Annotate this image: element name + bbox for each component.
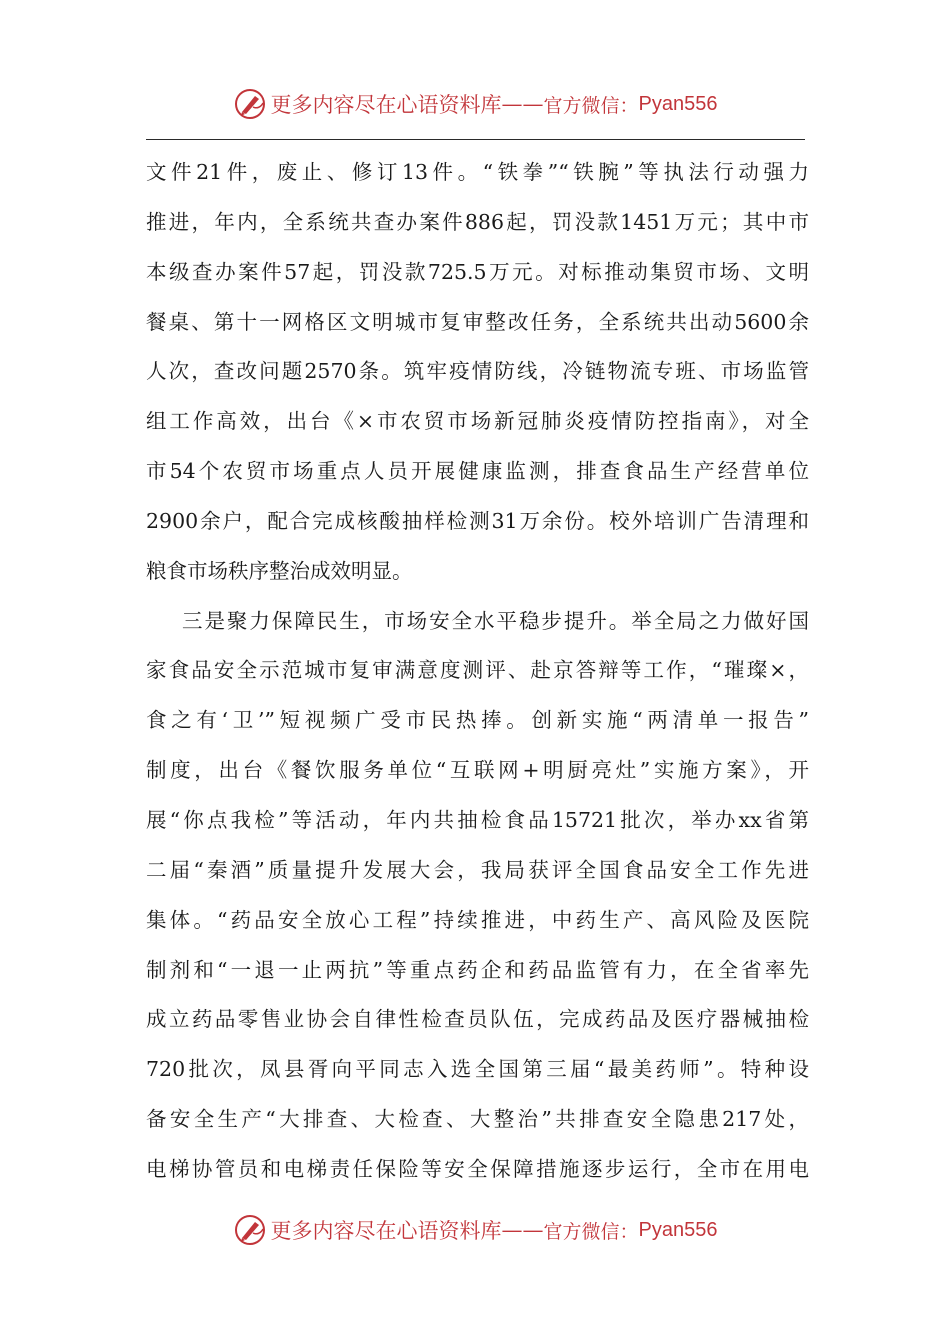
text-line: 组工作高效，出台《×市农贸市场新冠肺炎疫情防控指南》，对全 [146, 409, 809, 434]
pen-logo-icon [233, 1213, 267, 1247]
text-line: 餐桌、第十一网格区文明城市复审整改任务，全系统共出动5600余 [146, 309, 809, 334]
pen-logo-icon [233, 87, 267, 121]
text-line: 推进，年内，全系统共查办案件886起，罚没款1451万元；其中市 [146, 209, 809, 234]
text-line: 食之有‘卫’”短视频广受市民热捧。创新实施“两清单一报告” [146, 708, 809, 733]
header-divider [146, 139, 805, 140]
banner-wechat-id: Pyan556 [638, 1218, 718, 1241]
text-line: 二届“秦酒”质量提升发展大会，我局获评全国食品安全工作先进 [146, 857, 809, 882]
text-line: 集体。“药品安全放心工程”持续推进，中药生产、高风险及医院 [146, 907, 809, 932]
text-line: 制度，出台《餐饮服务单位“互联网+明厨亮灶”实施方案》，开 [146, 758, 809, 783]
banner-separator: —— [501, 92, 544, 116]
text-line: 电梯协管员和电梯责任保险等安全保障措施逐步运行，全市在用电 [146, 1156, 809, 1181]
text-line: 粮食市场秩序整治成效明显。 [146, 558, 413, 583]
text-line: 2900余户，配合完成核酸抽样检测31万余份。校外培训广告清理和 [146, 508, 809, 533]
banner-separator: —— [501, 1218, 544, 1242]
banner-text: 更多内容尽在心语资料库 [270, 93, 502, 117]
text-line: 市54个农贸市场重点人员开展健康监测，排查食品生产经营单位 [146, 459, 809, 484]
text-line: 成立药品零售业协会自律性检查员队伍，完成药品及医疗器械抽检 [146, 1007, 809, 1032]
text-line: 720批次，凤县胥向平同志入选全国第三届“最美药师”。特种设 [146, 1057, 809, 1082]
text-line: 文件21件，废止、修订13件。“铁拳”“铁腕”等执法行动强力 [146, 160, 809, 184]
text-line: 展“你点我检”等活动，年内共抽检食品15721批次，举办xx省第 [146, 807, 809, 832]
text-line: 备安全生产“大排查、大检查、大整治”共排查安全隐患217处， [146, 1107, 809, 1132]
text-line: 人次，查改问题2570条。筑牢疫情防线，冷链物流专班、市场监管 [146, 359, 809, 384]
document-body [146, 148, 809, 1195]
banner-wechat-label: 官方微信： [543, 94, 639, 117]
paragraph-start-line: 三是聚力保障民生，市场安全水平稳步提升。举全局之力做好国 [182, 608, 809, 633]
text-line: 本级查办案件57起，罚没款725.5万元。对标推动集贸市场、文明 [146, 259, 809, 284]
text-line: 制剂和“一退一止两抗”等重点药企和药品监管有力，在全省率先 [146, 957, 809, 982]
footer-banner [0, 1210, 950, 1250]
banner-text: 更多内容尽在心语资料库 [270, 1219, 502, 1243]
banner-wechat-label: 官方微信： [543, 1220, 639, 1243]
header-banner [0, 84, 950, 124]
text-line: 家食品安全示范城市复审满意度测评、赴京答辩等工作，“璀璨×， [146, 658, 809, 683]
banner-wechat-id: Pyan556 [638, 92, 718, 115]
